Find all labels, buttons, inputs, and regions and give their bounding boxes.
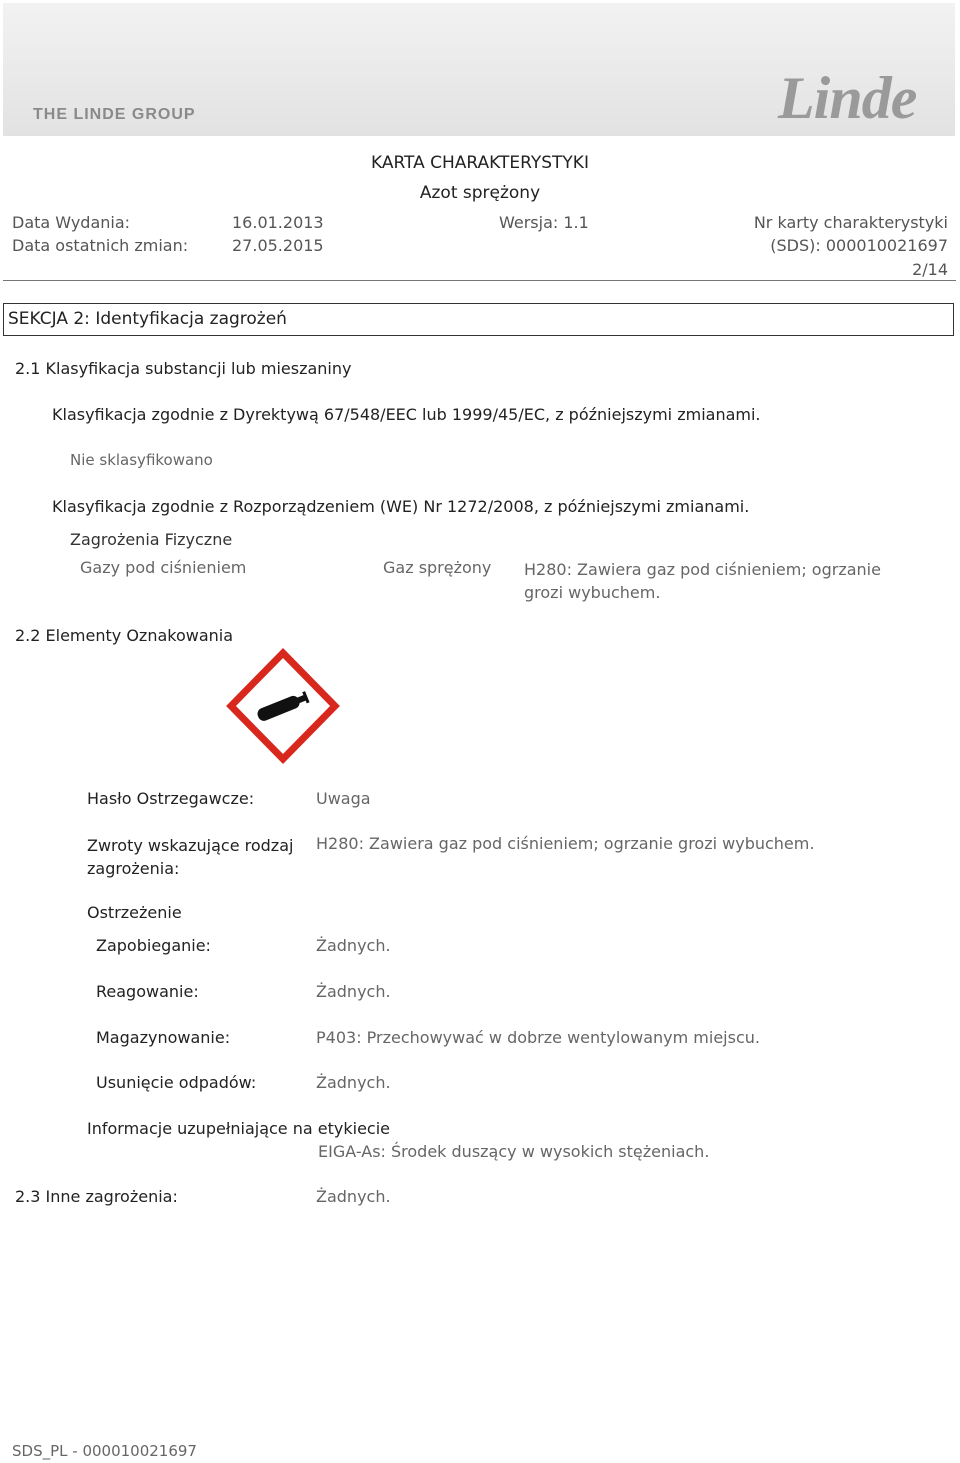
page-number: 2/14 xyxy=(912,260,948,279)
other-hazards-value: Żadnych. xyxy=(316,1187,391,1206)
prevention-label: Zapobieganie: xyxy=(96,936,211,955)
hazard-phrases: H280: Zawiera gaz pod ciśnieniem; ogrzanie grozi wybuchem. xyxy=(316,834,815,853)
sds-number: (SDS): 000010021697 xyxy=(770,236,948,255)
linde-group-logo: THE LINDE GROUP xyxy=(33,106,196,123)
revision-date-label: Data ostatnich zmian: xyxy=(12,236,189,255)
gas-cylinder-icon xyxy=(226,648,340,764)
section-2-1-heading: 2.1 Klasyfikacja substancji lub mieszaniny xyxy=(15,359,352,378)
footer-document-id: SDS_PL - 000010021697 xyxy=(12,1442,197,1460)
other-hazards-label: 2.3 Inne zagrożenia: xyxy=(15,1187,178,1206)
revision-date: 27.05.2015 xyxy=(232,236,324,255)
document-title: KARTA CHARAKTERYSTYKI xyxy=(371,153,589,173)
product-name: Azot sprężony xyxy=(419,183,541,203)
sheet-number-label: Nr karty charakterystyki xyxy=(753,213,948,232)
supplemental-info-heading: Informacje uzupełniające na etykiecie xyxy=(87,1119,390,1138)
clp-classification-heading: Klasyfikacja zgodnie z Rozporządzeniem (WE) Nr 1272/2008, z późniejszymi zmianami. xyxy=(52,497,750,516)
linde-logo: Linde xyxy=(778,65,917,131)
prevention-value: Żadnych. xyxy=(316,936,391,955)
storage-value: P403: Przechowywać w dobrze wentylowanym miejscu. xyxy=(316,1028,760,1047)
signal-word-label: Hasło Ostrzegawcze: xyxy=(87,789,255,808)
section-title-box xyxy=(3,303,954,336)
storage-label: Magazynowanie: xyxy=(96,1028,231,1047)
section-title: SEKCJA 2: Identyfikacja zagrożeń xyxy=(8,309,287,329)
issue-date: 16.01.2013 xyxy=(232,213,324,232)
header-divider xyxy=(3,280,956,281)
response-value: Żadnych. xyxy=(316,982,391,1001)
precautionary-heading: Ostrzeżenie xyxy=(87,903,182,922)
hazard-category: Gaz sprężony xyxy=(383,558,492,577)
response-label: Reagowanie: xyxy=(96,982,199,1001)
hazard-statement: H280: Zawiera gaz pod ciśnieniem; ogrzanie grozi wybuchem. xyxy=(524,560,881,602)
version: Wersja: 1.1 xyxy=(499,213,589,232)
disposal-label: Usunięcie odpadów: xyxy=(96,1073,257,1092)
hazard-phrases-label: Zwroty wskazujące rodzaj zagrożenia: xyxy=(87,836,294,878)
disposal-value: Żadnych. xyxy=(316,1073,391,1092)
supplemental-info-value: EIGA-As: Środek duszący w wysokich stężeniach. xyxy=(318,1142,710,1161)
section-2-2-heading: 2.2 Elementy Oznakowania xyxy=(15,626,234,645)
signal-word: Uwaga xyxy=(316,789,371,808)
dsd-classification-value: Nie sklasyfikowano xyxy=(70,451,213,469)
dsd-classification-heading: Klasyfikacja zgodnie z Dyrektywą 67/548/EEC lub 1999/45/EC, z późniejszymi zmianami. xyxy=(52,405,761,424)
issue-date-label: Data Wydania: xyxy=(12,213,131,232)
physical-hazards-heading: Zagrożenia Fizyczne xyxy=(70,530,233,549)
hazard-class: Gazy pod ciśnieniem xyxy=(80,558,247,577)
